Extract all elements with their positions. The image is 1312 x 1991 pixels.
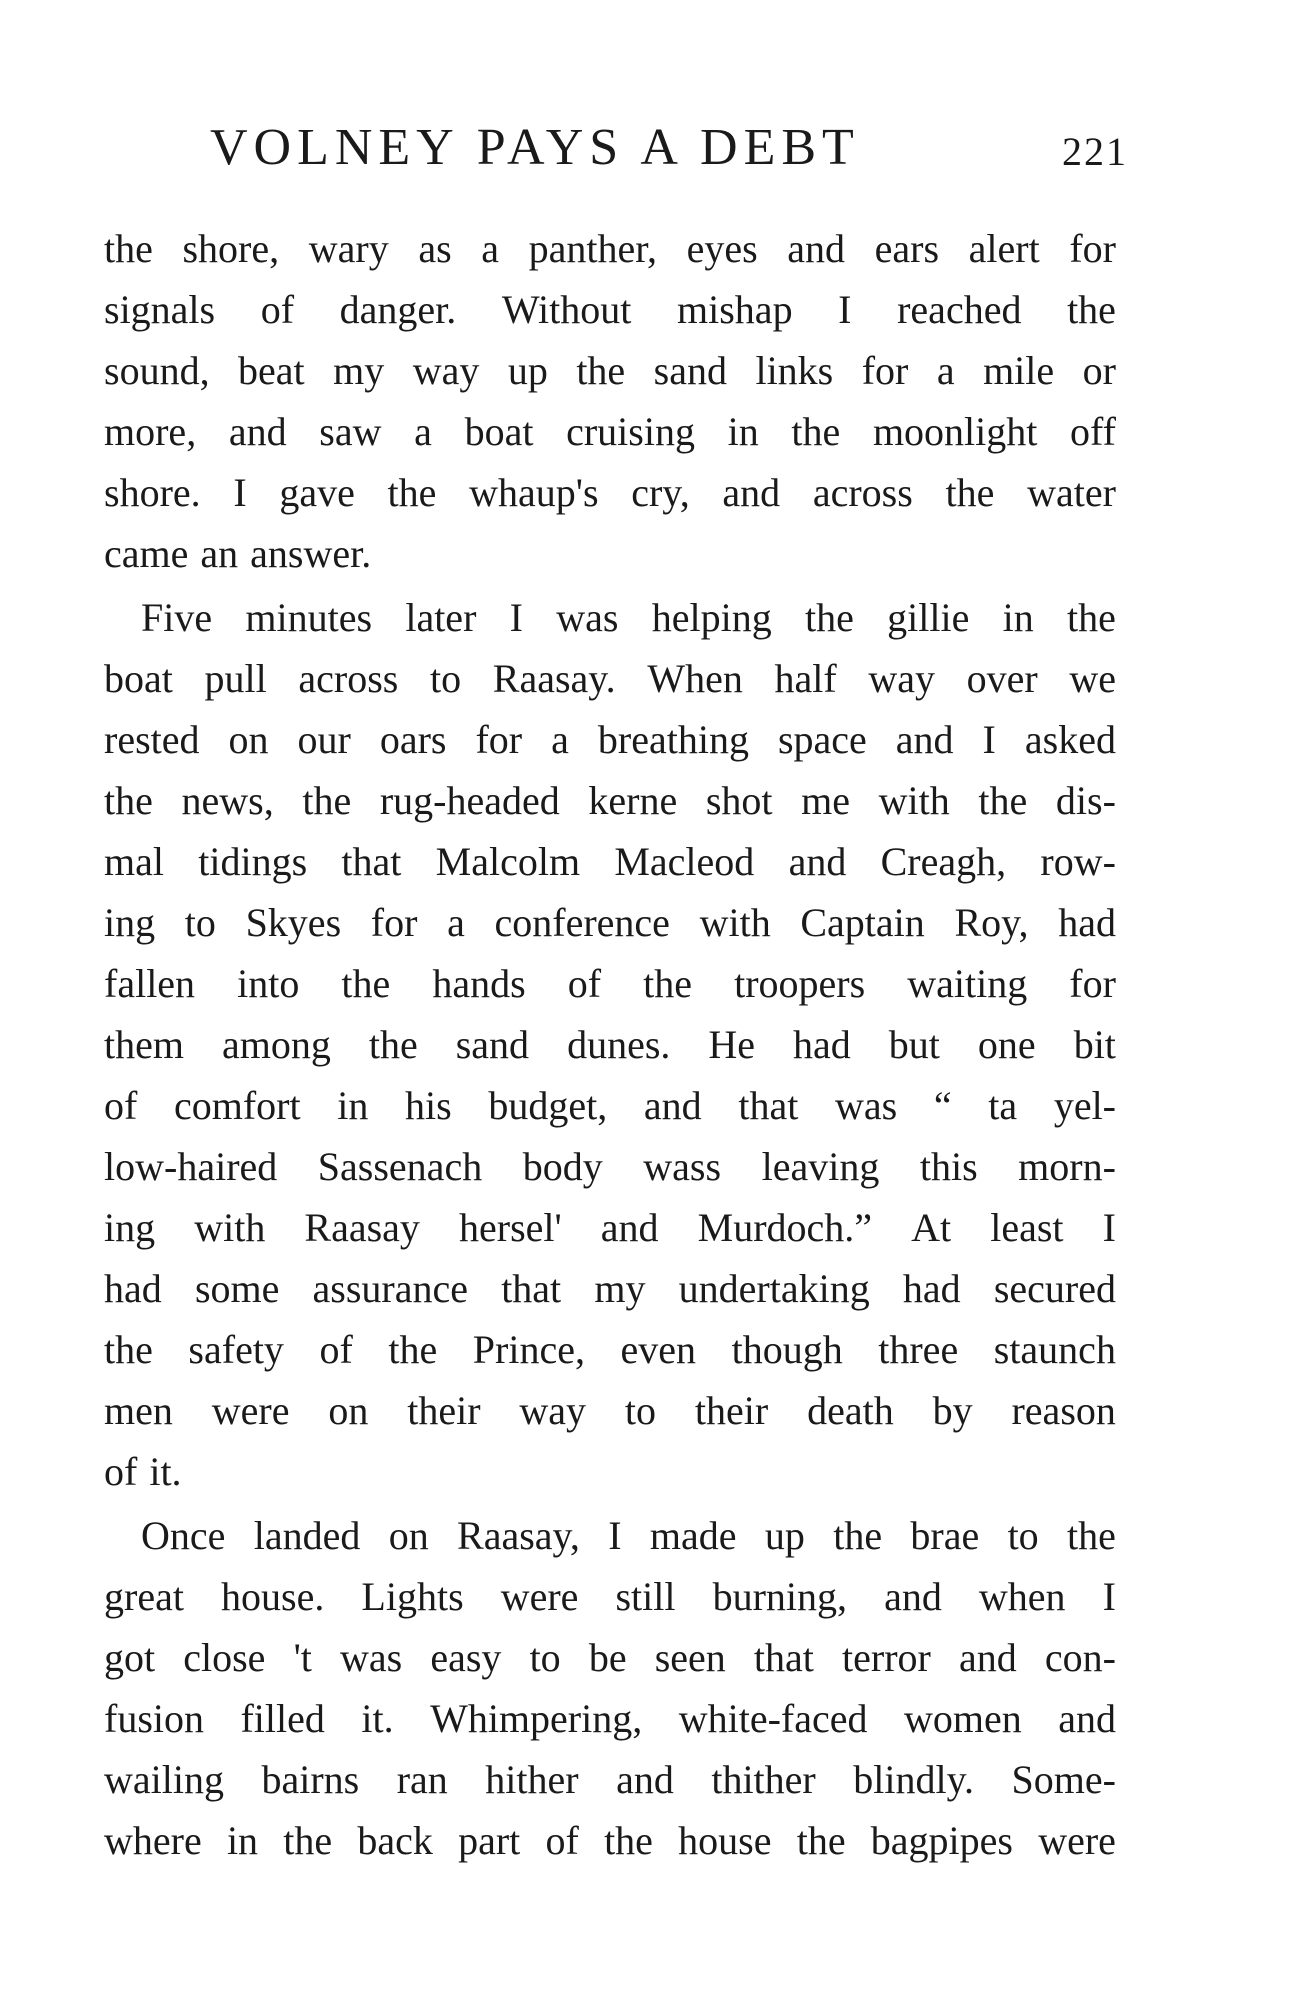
word: beat: [238, 348, 305, 393]
word: way: [868, 656, 935, 701]
word: where: [104, 1818, 202, 1863]
word: our: [297, 717, 351, 762]
word: some: [194, 1266, 280, 1311]
word: boat: [464, 409, 534, 454]
word: sand: [455, 1022, 530, 1067]
word: and: [1058, 1696, 1116, 1741]
text-line: [104, 1075, 1116, 1136]
word: and: [788, 839, 847, 884]
word: the: [104, 1327, 153, 1372]
word: with: [878, 778, 950, 823]
word: Some-: [1011, 1757, 1116, 1802]
word: bairns: [261, 1757, 360, 1802]
word: on: [328, 1388, 369, 1433]
word: later: [405, 595, 477, 640]
word: with: [699, 900, 771, 945]
word: up: [764, 1513, 805, 1558]
word: in: [337, 1083, 369, 1128]
word: the: [1067, 1513, 1116, 1558]
text-line: [104, 1319, 1116, 1380]
word: an: [200, 531, 239, 576]
word: on: [388, 1513, 429, 1558]
word: house.: [221, 1574, 325, 1619]
text-line: [104, 953, 1116, 1014]
word: dunes.: [567, 1022, 671, 1067]
word: space: [777, 717, 867, 762]
word: that: [738, 1083, 799, 1128]
word: budget,: [488, 1083, 608, 1128]
word: hither: [485, 1757, 579, 1802]
word: the: [643, 961, 693, 1006]
word: and: [643, 1083, 702, 1128]
word: shore.: [104, 470, 201, 515]
word: Lights: [361, 1574, 464, 1619]
word: helping: [651, 595, 772, 640]
word: for: [1069, 226, 1116, 271]
word: wass: [643, 1144, 722, 1189]
word: fallen: [104, 961, 196, 1006]
word: wary: [308, 226, 389, 271]
word: thither: [711, 1757, 816, 1802]
word: body: [522, 1144, 603, 1189]
word: to: [624, 1388, 657, 1433]
text-line: [104, 1566, 1116, 1627]
word: were: [211, 1388, 290, 1433]
word: of: [104, 1449, 138, 1494]
word: to: [1007, 1513, 1039, 1558]
text-line: [104, 1136, 1116, 1197]
word: more,: [104, 409, 197, 454]
word: across: [812, 470, 913, 515]
text-line: [104, 892, 1116, 953]
text-line: [104, 1258, 1116, 1319]
word: blindly.: [853, 1757, 974, 1802]
word: that: [501, 1266, 562, 1311]
word: row-: [1040, 839, 1116, 884]
word: the: [833, 1513, 883, 1558]
word: among: [221, 1022, 331, 1067]
word: minutes: [245, 595, 373, 640]
word: I: [1102, 1205, 1116, 1250]
word: shot: [705, 778, 773, 823]
word: Raasay: [304, 1205, 420, 1250]
word: a: [447, 900, 465, 945]
word: morn-: [1018, 1144, 1116, 1189]
word: comfort: [173, 1083, 301, 1128]
word: across: [298, 656, 399, 701]
word: we: [1069, 656, 1116, 701]
word: of: [260, 287, 295, 332]
word: of: [104, 1083, 138, 1128]
word: asked: [1024, 717, 1116, 762]
word: dis-: [1055, 778, 1116, 823]
word: “: [933, 1083, 952, 1128]
word: hands: [432, 961, 526, 1006]
word: was: [834, 1083, 898, 1128]
word: a: [481, 226, 500, 271]
word: ing: [104, 900, 156, 945]
word: rested: [104, 717, 200, 762]
word: staunch: [993, 1327, 1116, 1372]
word: safety: [188, 1327, 284, 1372]
word: bit: [1073, 1022, 1116, 1067]
word: assurance: [312, 1266, 469, 1311]
word: death: [807, 1388, 894, 1433]
word: Five: [141, 595, 213, 640]
text-line: [104, 1505, 1116, 1566]
word: me: [801, 778, 851, 823]
word: gillie: [887, 595, 970, 640]
word: I: [838, 287, 852, 332]
word: with: [194, 1205, 266, 1250]
running-head: [210, 118, 1128, 188]
word: them: [104, 1022, 184, 1067]
word: alert: [968, 226, 1040, 271]
text-line: [104, 831, 1116, 892]
word: reason: [1011, 1388, 1116, 1433]
word: ta: [988, 1083, 1018, 1128]
word: and: [600, 1205, 659, 1250]
word: but: [888, 1022, 940, 1067]
word: of: [567, 961, 602, 1006]
word: yel-: [1053, 1083, 1116, 1128]
word: Macleod: [614, 839, 755, 884]
word: I: [509, 595, 523, 640]
word: cruising: [566, 409, 695, 454]
word: the: [302, 778, 352, 823]
word: Skyes: [245, 900, 342, 945]
word: it.: [149, 1449, 182, 1494]
page-number: 221: [1062, 129, 1128, 174]
text-line: [104, 1441, 1116, 1502]
word: of: [545, 1818, 579, 1863]
word: the: [1067, 595, 1116, 640]
word: water: [1027, 470, 1116, 515]
word: of: [319, 1327, 353, 1372]
word: Creagh,: [880, 839, 1007, 884]
word: it.: [361, 1696, 394, 1741]
word: Malcolm: [435, 839, 581, 884]
word: and: [616, 1757, 674, 1802]
word: a: [414, 409, 432, 454]
word: over: [966, 656, 1038, 701]
text-line: [104, 340, 1116, 401]
text-line: [104, 1380, 1116, 1441]
word: a: [551, 717, 569, 762]
word: links: [755, 348, 834, 393]
word: whaup's: [469, 470, 599, 515]
word: ears: [874, 226, 940, 271]
word: sound,: [104, 348, 210, 393]
word: one: [977, 1022, 1036, 1067]
word: conference: [494, 900, 670, 945]
text-line: [104, 523, 1116, 584]
text-line: [104, 648, 1116, 709]
text-line: [104, 709, 1116, 770]
word: reached: [897, 287, 1022, 332]
word: filled: [240, 1696, 325, 1741]
word: the: [341, 961, 391, 1006]
word: be: [588, 1635, 627, 1680]
word: in: [226, 1818, 259, 1863]
word: Raasay,: [457, 1513, 580, 1558]
word: easy: [430, 1635, 502, 1680]
word: to: [184, 900, 216, 945]
word: eyes: [686, 226, 758, 271]
word: the: [388, 1327, 438, 1372]
word: leaving: [761, 1144, 880, 1189]
word: off: [1070, 409, 1116, 454]
chapter-title: VOLNEY PAYS A DEBT: [210, 119, 860, 176]
text-line: [104, 1688, 1116, 1749]
word: danger.: [339, 287, 457, 332]
word: Murdoch.”: [697, 1205, 873, 1250]
word: way: [412, 348, 480, 393]
word: panther,: [528, 226, 657, 271]
word: rug-headed: [379, 778, 560, 823]
word: the: [104, 226, 153, 271]
word: boat: [104, 656, 173, 701]
word: brae: [910, 1513, 980, 1558]
word: the: [387, 470, 437, 515]
word: had: [902, 1266, 961, 1311]
word: and: [787, 226, 846, 271]
word: a: [936, 348, 955, 393]
word: Prince,: [472, 1327, 585, 1372]
word: terror: [842, 1635, 931, 1680]
word: Whimpering,: [430, 1696, 643, 1741]
word: bagpipes: [870, 1818, 1013, 1863]
word: the: [576, 348, 626, 393]
word: had: [1058, 900, 1116, 945]
word: white-faced: [678, 1696, 868, 1741]
word: for: [1069, 961, 1116, 1006]
word: breathing: [597, 717, 749, 762]
word: this: [919, 1144, 978, 1189]
word: ran: [396, 1757, 448, 1802]
word: I: [1102, 1574, 1116, 1619]
word: and: [884, 1574, 942, 1619]
word: the: [283, 1818, 333, 1863]
word: by: [932, 1388, 973, 1433]
word: half: [774, 656, 837, 701]
word: for: [370, 900, 418, 945]
word: had: [104, 1266, 162, 1311]
word: their: [407, 1388, 481, 1433]
text-line: [104, 401, 1116, 462]
word: made: [649, 1513, 737, 1558]
word: for: [861, 348, 909, 393]
word: had: [793, 1022, 851, 1067]
word: the: [978, 778, 1028, 823]
word: I: [233, 470, 247, 515]
word: were: [1038, 1818, 1116, 1863]
word: got: [104, 1635, 156, 1680]
word: fusion: [104, 1696, 204, 1741]
word: part: [458, 1818, 521, 1863]
word: the: [945, 470, 995, 515]
word: moonlight: [872, 409, 1038, 454]
word: the: [604, 1818, 653, 1863]
word: or: [1082, 348, 1116, 393]
word: as: [418, 226, 452, 271]
word: low-haired: [104, 1144, 278, 1189]
word: into: [237, 961, 300, 1006]
text-line: [104, 1197, 1116, 1258]
word: gave: [279, 470, 355, 515]
text-line: [104, 770, 1116, 831]
word: close: [183, 1635, 266, 1680]
word: cry,: [631, 470, 690, 515]
word: to: [529, 1635, 561, 1680]
word: tidings: [198, 839, 308, 884]
word: great: [104, 1574, 184, 1619]
text-line: [104, 1810, 1116, 1871]
word: still: [615, 1574, 676, 1619]
word: troopers: [734, 961, 866, 1006]
word: the: [791, 409, 841, 454]
word: Without: [501, 287, 632, 332]
word: my: [594, 1266, 646, 1311]
word: the: [1067, 287, 1116, 332]
text-line: [104, 279, 1116, 340]
word: even: [620, 1327, 697, 1372]
word: his: [405, 1083, 452, 1128]
word: burning,: [712, 1574, 848, 1619]
word: was: [556, 595, 619, 640]
word: their: [694, 1388, 769, 1433]
word: sand: [653, 348, 727, 393]
word: oars: [379, 717, 447, 762]
word: and: [895, 717, 954, 762]
word: mile: [983, 348, 1055, 393]
word: that: [753, 1635, 814, 1680]
word: Roy,: [954, 900, 1029, 945]
word: in: [727, 409, 759, 454]
word: news,: [181, 778, 274, 823]
word: up: [507, 348, 548, 393]
word: my: [333, 348, 385, 393]
word: way: [519, 1388, 587, 1433]
word: con-: [1044, 1635, 1116, 1680]
word: wailing: [104, 1757, 224, 1802]
word: At: [911, 1205, 952, 1250]
text-line: [104, 218, 1116, 279]
word: pull: [204, 656, 267, 701]
word: least: [990, 1205, 1064, 1250]
word: Sassenach: [317, 1144, 483, 1189]
word: and: [958, 1635, 1017, 1680]
word: I: [608, 1513, 622, 1558]
word: and: [228, 409, 287, 454]
word: to: [430, 656, 462, 701]
text-line: [104, 1014, 1116, 1075]
word: hersel': [459, 1205, 562, 1250]
word: waiting: [907, 961, 1028, 1006]
word: seen: [654, 1635, 726, 1680]
word: shore,: [182, 226, 280, 271]
word: Raasay.: [492, 656, 616, 701]
word: answer.: [250, 531, 372, 576]
word: Once: [141, 1513, 226, 1558]
text-line: [104, 587, 1116, 648]
word: and: [722, 470, 781, 515]
word: three: [878, 1327, 959, 1372]
word: house: [678, 1818, 772, 1863]
word: though: [731, 1327, 843, 1372]
word: that: [341, 839, 402, 884]
word: when: [978, 1574, 1066, 1619]
word: women: [903, 1696, 1022, 1741]
word: came: [104, 531, 189, 576]
word: ing: [104, 1205, 156, 1250]
word: undertaking: [678, 1266, 870, 1311]
word: signals: [104, 287, 216, 332]
word: were: [500, 1574, 579, 1619]
word: for: [475, 717, 523, 762]
word: in: [1002, 595, 1034, 640]
word: mishap: [677, 287, 793, 332]
word: saw: [319, 409, 382, 454]
word: kerne: [588, 778, 678, 823]
text-line: [104, 1749, 1116, 1810]
word: the: [796, 1818, 846, 1863]
word: He: [708, 1022, 756, 1067]
word: the: [368, 1022, 418, 1067]
word: on: [228, 717, 269, 762]
word: was: [340, 1635, 403, 1680]
word: I: [982, 717, 996, 762]
word: landed: [253, 1513, 361, 1558]
word: men: [104, 1388, 173, 1433]
word: secured: [993, 1266, 1116, 1311]
word: the: [104, 778, 153, 823]
word: the: [804, 595, 854, 640]
body-text: [104, 218, 1116, 1871]
word: When: [647, 656, 743, 701]
word: mal: [104, 839, 164, 884]
word: back: [357, 1818, 433, 1863]
text-line: [104, 1627, 1116, 1688]
text-line: [104, 462, 1116, 523]
word: Captain: [800, 900, 925, 945]
word: 't: [293, 1635, 312, 1680]
